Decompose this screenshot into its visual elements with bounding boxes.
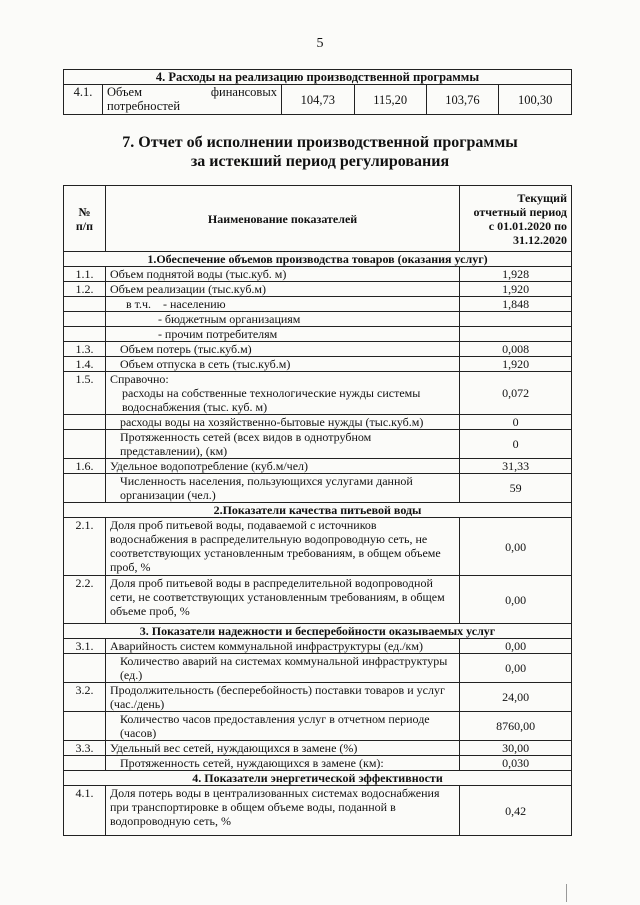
row-value: 0,00 (460, 639, 572, 654)
section-3-title: 3. Показатели надежности и бесперебойности оказываемых услуг (64, 624, 572, 639)
row-value: 0,030 (460, 756, 572, 771)
section-4-title: 4. Показатели энергетической эффективности (64, 771, 572, 786)
row-num: 1.1. (64, 267, 106, 282)
row-num: 4.1. (64, 786, 106, 836)
row-value: 8760,00 (460, 712, 572, 741)
report-title-line-2: за истекший период регулирования (190, 153, 450, 170)
row-value: 59 (460, 474, 572, 503)
row-name: Доля проб питьевой воды в распределительной водопроводной сети, не соответствующих установленным требованиям, в общем объеме проб, % (105, 576, 459, 624)
header-value: Текущий отчетный период с 01.01.2020 по 31.12.2020 (460, 186, 572, 252)
row-value: 31,33 (460, 459, 572, 474)
row-num: 1.5. (64, 372, 106, 415)
row-name: - бюджетным организациям (105, 312, 459, 327)
row-value: 1,920 (460, 282, 572, 297)
row-name: в т.ч. - населению (105, 297, 459, 312)
row-value: 1,920 (460, 357, 572, 372)
row-name: Продолжительность (бесперебойность) поставки товаров и услуг (час./день) (105, 683, 459, 712)
row-name: Удельный вес сетей, нуждающихся в замене (%) (105, 741, 459, 756)
row-num: 1.6. (64, 459, 106, 474)
row-value: 0,072 (460, 372, 572, 415)
section-1-title: 1.Обеспечение объемов производства товаров (оказания услуг) (64, 252, 572, 267)
row-num: 2.1. (64, 518, 106, 576)
row-name: Численность населения, пользующихся услугами данной организации (чел.) (105, 474, 459, 503)
row-name: расходы воды на хозяйственно-бытовые нужды (тыс.куб.м) (105, 415, 459, 430)
row-name: - прочим потребителям (105, 327, 459, 342)
budget-row-num: 4.1. (64, 85, 103, 115)
row-value: 0,00 (460, 518, 572, 576)
scan-edge-mark (566, 884, 569, 902)
row-name: Объем реализации (тыс.куб.м) (105, 282, 459, 297)
row-value: 0,008 (460, 342, 572, 357)
budget-value-4: 100,30 (499, 85, 572, 115)
row-name: Доля проб питьевой воды, подаваемой с источников водоснабжения в распределительную водопроводную сеть, не соответствующих установленным требованиям, в общем объеме проб, % (105, 518, 459, 576)
row-num: 3.3. (64, 741, 106, 756)
row-num: 2.2. (64, 576, 106, 624)
budget-section-title: 4. Расходы на реализацию производственной программы (64, 70, 572, 85)
budget-value-1: 104,73 (282, 85, 355, 115)
budget-value-3: 103,76 (426, 85, 499, 115)
row-value: 1,848 (460, 297, 572, 312)
row-name: Объем отпуска в сеть (тыс.куб.м) (105, 357, 459, 372)
row-name: Доля потерь воды в централизованных системах водоснабжения при транспортировке в общем объеме воды, поданной в водопроводную сеть, % (105, 786, 459, 836)
budget-row-name-b: финансовых (210, 85, 277, 99)
report-table (63, 185, 572, 836)
budget-table (63, 69, 572, 115)
row-value: 0,42 (460, 786, 572, 836)
budget-value-2: 115,20 (354, 85, 426, 115)
row-value: 1,928 (460, 267, 572, 282)
header-num: № п/п (64, 186, 106, 252)
row-num: 1.4. (64, 357, 106, 372)
row-name: Протяженность сетей, нуждающихся в замене (км): (105, 756, 459, 771)
row-name: Количество часов предоставления услуг в отчетном периоде (часов) (105, 712, 459, 741)
row-name: Аварийность систем коммунальной инфраструктуры (ед./км) (105, 639, 459, 654)
row-name: Количество аварий на системах коммунальной инфраструктуры (ед.) (105, 654, 459, 683)
budget-row-name (103, 85, 282, 115)
row-value: 0,00 (460, 654, 572, 683)
row-value: 24,00 (460, 683, 572, 712)
budget-row-name-a: Объем (107, 85, 142, 99)
row-num: 3.1. (64, 639, 106, 654)
row-num: 1.3. (64, 342, 106, 357)
row-name-lead: Справочно: (109, 372, 169, 386)
row-value: 0,00 (460, 576, 572, 624)
report-title (0, 133, 640, 171)
row-name: Протяженность сетей (всех видов в однотрубном представлении), (км) (105, 430, 459, 459)
row-name (105, 372, 459, 415)
report-title-line-1: 7. Отчет об исполнении производственной программы (122, 134, 518, 151)
page-number: 5 (316, 36, 324, 51)
row-value: 30,00 (460, 741, 572, 756)
row-name: Удельное водопотребление (куб.м/чел) (105, 459, 459, 474)
row-name: Объем потерь (тыс.куб.м) (105, 342, 459, 357)
section-2-title: 2.Показатели качества питьевой воды (64, 503, 572, 518)
row-value: 0 (460, 415, 572, 430)
budget-row-name-c: потребностей (107, 99, 181, 113)
row-name: Объем поднятой воды (тыс.куб. м) (105, 267, 459, 282)
row-name-detail: расходы на собственные технологические нужды системы водоснабжения (тыс. куб. м) (121, 386, 421, 414)
row-num: 1.2. (64, 282, 106, 297)
row-value: 0 (460, 430, 572, 459)
header-name: Наименование показателей (105, 186, 459, 252)
row-num: 3.2. (64, 683, 106, 712)
